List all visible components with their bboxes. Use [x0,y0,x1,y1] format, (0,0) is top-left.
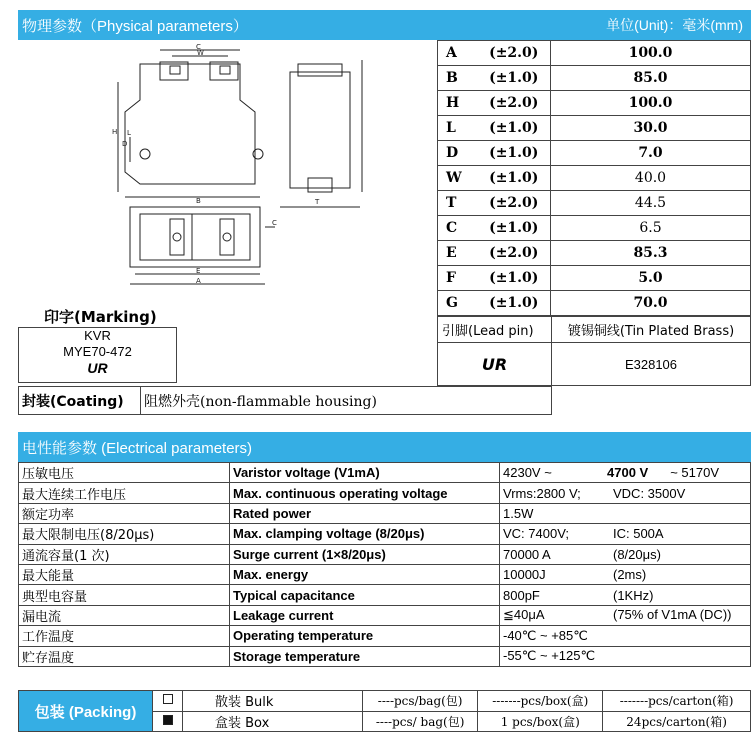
param-name-en: Max. clamping voltage (8/20μs) [230,524,500,544]
dimension-value: 40.0 [551,166,751,191]
electrical-row [19,626,751,646]
dimension-letter: W [438,166,478,191]
dimension-row [438,266,751,291]
dim-label-l: L [127,129,131,137]
param-name-cn: 工作温度 [19,626,230,646]
packing-name: 散装 Bulk [183,691,363,712]
electrical-row [19,646,751,666]
packing-bag: ----pcs/bag(包) [363,691,478,712]
dimension-tolerance: (±2.0) [478,241,551,266]
param-value-2: VDC: 3500V [613,485,686,501]
packing-table [18,690,751,732]
electrical-table [18,462,751,667]
dimension-row [438,116,751,141]
dimension-tolerance: (±2.0) [478,191,551,216]
ul-cert-logo-text: UR [481,354,508,374]
dimension-letter: D [438,141,478,166]
electrical-parameters-title: 电性能参数 (Electrical parameters) [22,439,253,457]
param-name-en: Surge current (1×8/20μs) [230,544,500,564]
dim-label-h: H [112,128,118,136]
param-name-cn: 最大能量 [19,564,230,584]
dimension-tolerance: (±1.0) [478,66,551,91]
ul-logo [19,360,176,376]
dimension-letter: H [438,91,478,116]
param-name-en: Typical capacitance [230,585,500,605]
dimension-value: 100.0 [551,91,751,116]
dimension-letter: T [438,191,478,216]
dim-label-t: T [315,198,320,206]
dimension-value: 85.0 [551,66,751,91]
param-name-cn: 压敏电压 [19,463,230,483]
electrical-row [19,544,751,564]
marking-box [18,327,177,383]
param-name-cn: 典型电容量 [19,585,230,605]
electrical-row [19,605,751,625]
param-value [500,626,751,646]
dimension-value: 30.0 [551,116,751,141]
dimension-tolerance: (±2.0) [478,91,551,116]
param-value [500,564,751,584]
coating-label: 封装(Coating) [19,387,141,414]
param-value-1: 4230V ~ [503,465,552,481]
dimension-value: 5.0 [551,266,751,291]
param-value [500,605,751,625]
dimension-row [438,91,751,116]
packing-row [19,691,751,712]
param-value-2: (2ms) [613,567,647,583]
param-value-1: Vrms:2800 V; [503,485,581,501]
param-value-2: 4700 V [607,465,649,481]
bulk-checkbox[interactable] [163,694,173,704]
dimension-row [438,66,751,91]
electrical-row [19,524,751,544]
dimension-tolerance: (±1.0) [478,266,551,291]
dimension-row [438,166,751,191]
dim-label-b: B [196,197,201,205]
param-value [500,483,751,503]
param-value-2: (8/20μs) [613,546,661,562]
dimension-row [438,241,751,266]
param-name-en: Storage temperature [230,646,500,666]
dim-label-c2: C [272,219,277,227]
dimension-tolerance: (±1.0) [478,216,551,241]
marking-title: 印字(Marking) [44,308,157,326]
dimension-letter: G [438,291,478,316]
dimension-tolerance: (±1.0) [478,291,551,316]
dim-label-c: C [196,43,201,51]
dimension-value: 6.5 [551,216,751,241]
dimension-row [438,141,751,166]
param-name-cn: 贮存温度 [19,646,230,666]
marking-line-1: KVR [84,328,111,343]
marking-line-2: MYE70-472 [63,344,132,359]
dimension-letter: B [438,66,478,91]
packing-box: 1 pcs/box(盒) [478,711,603,732]
param-name-cn: 漏电流 [19,605,230,625]
param-name-en: Max. energy [230,564,500,584]
param-value-2: IC: 500A [613,526,664,542]
dimension-row [438,291,751,316]
coating-value: 阻燃外壳(non-flammable housing) [144,393,377,410]
physical-parameters-header [18,10,751,40]
param-value-1: -40℃ ~ +85℃ [503,627,588,643]
param-name-cn: 最大限制电压(8/20μs) [19,524,230,544]
dimension-row [438,216,751,241]
electrical-row [19,463,751,483]
param-value [500,463,751,483]
physical-parameters-title: 物理参数（Physical parameters） [22,17,248,35]
coating-row [18,386,552,415]
dimension-letter: A [438,41,478,66]
dimension-row [438,41,751,66]
electrical-row [19,503,751,523]
param-value [500,503,751,523]
lead-pin-value: 镀锡铜线(Tin Plated Brass) [567,324,735,339]
electrical-parameters-header [18,432,751,462]
dimension-drawing [100,42,400,302]
param-name-en: Varistor voltage (V1mA) [230,463,500,483]
packing-box: -------pcs/box(盒) [478,691,603,712]
electrical-row [19,585,751,605]
dimension-row [438,191,751,216]
dimension-tolerance: (±1.0) [478,116,551,141]
dimension-tolerance: (±1.0) [478,141,551,166]
lead-pin-label: 引脚(Lead pin) [438,317,552,342]
param-value-1: VC: 7400V; [503,526,570,542]
dim-label-w: W [197,49,204,57]
param-value-1: -55℃ ~ +125℃ [503,648,596,664]
param-value-1: ≦40μA [503,607,545,623]
dim-label-a: A [196,277,201,285]
dimension-letter: F [438,266,478,291]
param-name-en: Max. continuous operating voltage [230,483,500,503]
param-value [500,524,751,544]
param-name-en: Rated power [230,503,500,523]
cert-number: E328106 [624,356,678,372]
param-value [500,646,751,666]
dimension-tolerance: (±2.0) [478,41,551,66]
param-name-cn: 通流容量(1 次) [19,544,230,564]
dimension-table [437,40,751,316]
param-value-1: 800pF [503,587,540,603]
param-name-en: Leakage current [230,605,500,625]
dimension-letter: L [438,116,478,141]
ul-logo-text: UR [87,360,108,376]
dimension-value: 7.0 [551,141,751,166]
packing-name: 盒装 Box [183,711,363,732]
param-value-2: (1KHz) [613,587,654,603]
dim-label-d: D [122,140,128,148]
dimension-value: 85.3 [551,241,751,266]
unit-label: 单位(Unit)：毫米(mm) [606,17,743,33]
param-value [500,585,751,605]
packing-carton: -------pcs/carton(箱) [603,691,751,712]
param-name-cn: 额定功率 [19,503,230,523]
box-checkbox-cell [153,711,183,732]
dimension-value: 70.0 [551,291,751,316]
packing-label: 包装 (Packing) [19,691,153,732]
ul-cert-logo [438,343,552,385]
dimension-letter: E [438,241,478,266]
param-value-1: 1.5W [503,505,534,521]
certification-row [437,342,751,386]
param-value-2: (75% of V1mA (DC)) [613,607,732,623]
bulk-checkbox-cell [153,691,183,712]
dimension-value: 100.0 [551,41,751,66]
box-checkbox[interactable] [163,715,173,725]
dim-label-e: E [196,267,201,275]
packing-bag: ----pcs/ bag(包) [363,711,478,732]
param-value-1: 10000J [503,567,546,583]
param-name-en: Operating temperature [230,626,500,646]
electrical-row [19,564,751,584]
dimension-letter: C [438,216,478,241]
param-name-cn: 最大连续工作电压 [19,483,230,503]
electrical-row [19,483,751,503]
dimension-value: 44.5 [551,191,751,216]
param-value [500,544,751,564]
param-value-1: 70000 A [503,546,551,562]
dimension-tolerance: (±1.0) [478,166,551,191]
param-value-3: ~ 5170V [670,465,719,481]
lead-pin-row [437,316,751,343]
packing-carton: 24pcs/carton(箱) [603,711,751,732]
